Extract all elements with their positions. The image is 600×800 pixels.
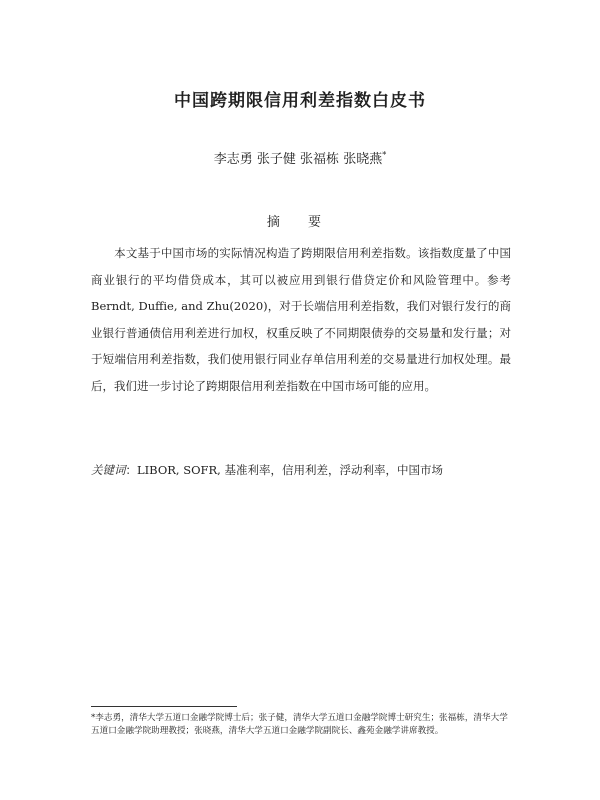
abstract-heading: 摘 要 bbox=[266, 215, 334, 230]
author-line bbox=[0, 148, 600, 167]
footnote: *李志勇，清华大学五道口金融学院博士后；张子健，清华大学五道口金融学院博士研究生；张福栋，清华大学五道口金融学院助理教授；张晓燕，清华大学五道口金融学院副院长、鑫苑金融学讲席教授。 bbox=[91, 713, 508, 736]
keywords-value: ：LIBOR, SOFR, 基准利率，信用利差，浮动利率，中国市场 bbox=[125, 463, 443, 477]
keywords-label: 关键词 bbox=[91, 463, 126, 477]
paper-title: 中国跨期限信用利差指数白皮书 bbox=[174, 91, 426, 111]
abstract-body bbox=[91, 240, 511, 400]
abstract-text: 本文基于中国市场的实际情况构造了跨期限信用利差指数。该指数度量了中国商业银行的平均借贷成本，其可以被应用到银行借贷定价和风险管理中。参考Berndt, Duffie, and Zhu(2020)，对于长端信用利差指数，我们对银行发行的商业银行普通债信用利差进行加权，权重反映了不同期限债券的交易量和发行量；对于短端信用利差指数，我们使用银行同业存单信用利差的交易量进行加权处理。最后，我们进一步讨论了跨期限信用利差指数在中国市场可能的应用。 bbox=[91, 246, 511, 393]
author-names: 李志勇 张子健 张福栋 张晓燕 bbox=[213, 152, 383, 167]
author-footnote-mark: * bbox=[382, 150, 387, 160]
footnote-separator bbox=[91, 706, 237, 707]
keywords-line bbox=[91, 462, 511, 478]
